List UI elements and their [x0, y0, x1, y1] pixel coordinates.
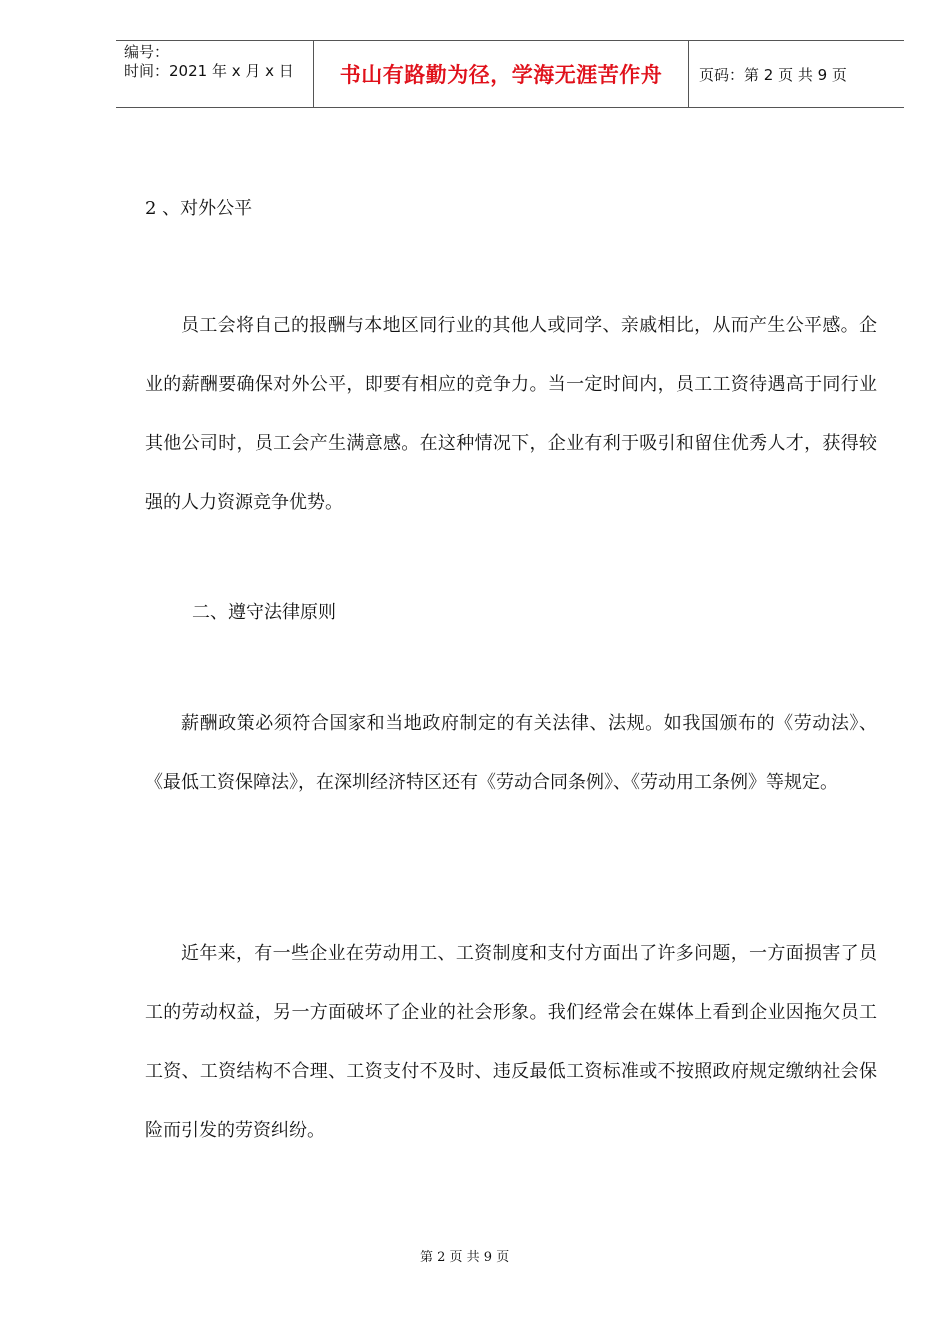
document-date: 时间：2021 年 x 月 x 日 [124, 62, 294, 80]
header-page-number: 页码：第 2 页 共 9 页 [699, 65, 847, 84]
header-motto: 书山有路勤为径，学海无涯苦作舟 [314, 41, 689, 107]
paragraph-labor-issues: 近年来，有一些企业在劳动用工、工资制度和支付方面出了许多问题，一方面损害了员工的劳动权益，另一方面破坏了企业的社会形象。我们经常会在媒体上看到企业因拖欠员工工资、工资结构不合理、工资支付不及时、违反最低工资标准或不按照政府规定缴纳社会保险而引发的劳资纠纷。 [145, 943, 877, 1141]
document-number-label: 编号： [124, 43, 170, 61]
header-meta [116, 41, 314, 107]
section-heading-legal-principle: 二、遵守法律原则 [192, 602, 336, 623]
section-heading-external-fairness: 2 、对外公平 [145, 198, 253, 219]
page-header [116, 40, 904, 108]
paragraph-legal-compliance: 薪酬政策必须符合国家和当地政府制定的有关法律、法规。如我国颁布的《劳动法》、《最低工资保障法》，在深圳经济特区还有《劳动合同条例》、《劳动用工条例》等规定。 [145, 713, 877, 793]
paragraph-external-fairness: 员工会将自己的报酬与本地区同行业的其他人或同学、亲戚相比，从而产生公平感。企业的薪酬要确保对外公平，即要有相应的竞争力。当一定时间内，员工工资待遇高于同行业其他公司时，员工会产生满意感。在这种情况下，企业有利于吸引和留住优秀人才，获得较强的人力资源竞争优势。 [145, 315, 877, 513]
page-footer: 第 2 页 共 9 页 [420, 1250, 510, 1265]
